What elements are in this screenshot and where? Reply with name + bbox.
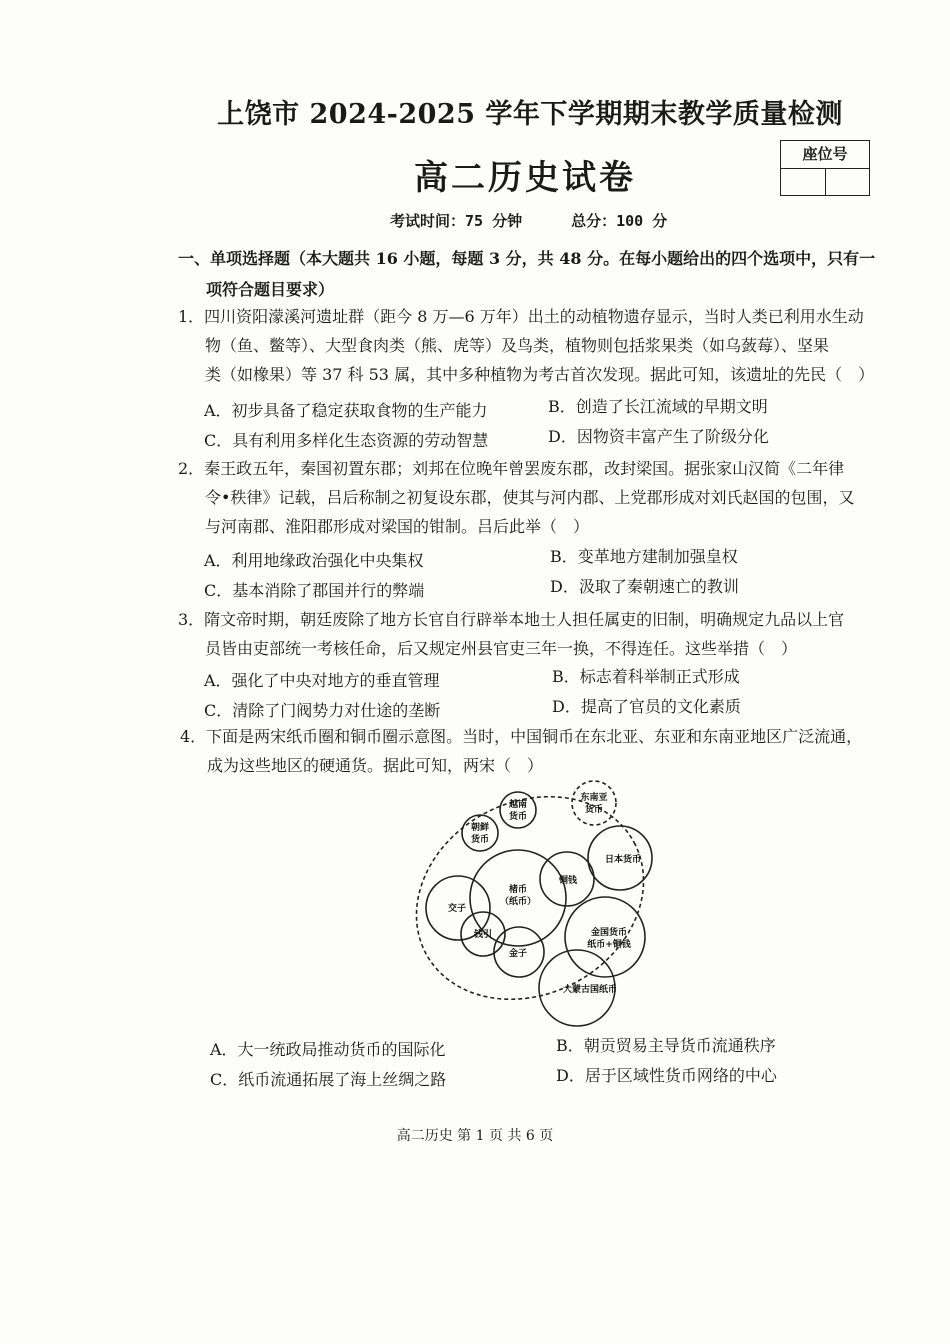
- southeast-asia-circle: [572, 781, 616, 825]
- exam-time: 考试时间：75 分钟: [390, 212, 523, 230]
- page-footer: 高二历史 第 1 页 共 6 页: [396, 1128, 554, 1144]
- question-text: 物（鱼、鳖等）、大型食肉类（熊、虎等）及鸟类，植物则包括浆果类（如乌蔹莓）、坚果: [205, 336, 830, 355]
- korea-label: 货币: [470, 835, 490, 845]
- section-heading-line: 一、单项选择题（本大题共 16 小题，每题 3 分，共 48 分。在每小题给出的四个选项中，只有一: [178, 249, 876, 268]
- mongol-paper-label: 大蒙古国纸币: [562, 985, 618, 995]
- option-b: B．朝贡贸易主导货币流通秩序: [556, 1036, 776, 1055]
- total-score: 总分：100 分: [571, 212, 668, 230]
- option-a: A．利用地缘政治强化中央集权: [204, 551, 424, 570]
- exam-title: 上饶市 2024-2025 学年下学期期末教学质量检测: [217, 99, 843, 130]
- question-text: 与河南郡、淮阳郡形成对梁国的钳制。吕后此举（ ）: [205, 517, 590, 536]
- question-text: 1．四川资阳濛溪河遗址群（距今 8 万—6 万年）出土的动植物遗存显示，当时人类已利用水生动: [178, 307, 864, 326]
- vietnam-circle: [500, 792, 536, 828]
- question-text: 2．秦王政五年，秦国初置东郡；刘邦在位晚年曾罢废东郡，改封梁国。据张家山汉简《二年律: [178, 459, 845, 478]
- guanzi-label: 金子: [508, 949, 528, 959]
- southeast-asia-label: 东南亚: [580, 793, 608, 803]
- option-b: B．创造了长江流域的早期文明: [548, 397, 768, 416]
- korea-label: 朝鲜: [470, 823, 490, 833]
- jin-currency-label: 纸币+铜钱: [587, 940, 631, 950]
- option-b: B．变革地方建制加强皇权: [550, 547, 738, 566]
- kuai-label: （纸币）: [499, 897, 537, 907]
- option-b: B．标志着科举制正式形成: [552, 667, 740, 686]
- vietnam-label: 越南: [508, 800, 528, 810]
- option-d: D．汲取了秦朝速亡的教训: [550, 577, 739, 596]
- jiaozi-label: 交子: [447, 904, 467, 914]
- option-c: C．纸币流通拓展了海上丝绸之路: [210, 1070, 447, 1089]
- question-text: 3．隋文帝时期，朝廷废除了地方长官自行辟举本地士人担任属吏的旧制，明确规定九品以上官: [178, 610, 845, 629]
- jin-currency-label: 金国货币: [590, 928, 628, 938]
- copper-coin-label: 铜钱: [558, 876, 578, 886]
- option-a: A．强化了中央对地方的垂直管理: [204, 671, 440, 690]
- question-text: 4．下面是两宋纸币圈和铜币圈示意图。当时，中国铜币在东北亚、东亚和东南亚地区广泛流通，: [180, 727, 863, 746]
- question-text: 类（如橡果）等 37 科 53 属，其中多种植物为考古首次发现。据此可知，该遗址的先民（ ）: [205, 365, 875, 384]
- kuai-label: 楮币: [508, 885, 528, 895]
- option-d: D．因物资丰富产生了阶级分化: [548, 427, 769, 446]
- option-d: D．提高了官员的文化素质: [552, 697, 741, 716]
- seat-number-label: 座位号: [781, 141, 869, 169]
- option-c: C．具有利用多样化生态资源的劳动智慧: [204, 431, 489, 450]
- qianyin-label: 钱引: [473, 930, 493, 940]
- question-text: 员皆由吏部统一考核任命，后又规定州县官吏三年一换，不得连任。这些举措（ ）: [205, 639, 798, 658]
- question-text: 成为这些地区的硬通货。据此可知，两宋（ ）: [207, 756, 544, 775]
- paper-subtitle: 高二历史试卷: [414, 158, 636, 198]
- option-d: D．居于区域性货币网络的中心: [556, 1066, 777, 1085]
- option-a: A．大一统政局推动货币的国际化: [210, 1040, 446, 1059]
- question-text: 令•秩律》记载，吕后称制之初复设东郡，使其与河内郡、上党郡形成对刘氏赵国的包围，又: [205, 488, 855, 507]
- southeast-asia-label: 货币: [584, 805, 604, 815]
- vietnam-label: 货币: [508, 812, 528, 822]
- option-c: C．基本消除了郡国并行的弊端: [204, 581, 425, 600]
- option-c: C．清除了门阀势力对仕途的垄断: [204, 701, 441, 720]
- option-a: A．初步具备了稳定获取食物的生产能力: [204, 401, 488, 420]
- section-heading-line: 项符合题目要求）: [206, 280, 335, 299]
- japan-label: 日本货币: [604, 855, 642, 865]
- korea-circle: [462, 815, 498, 851]
